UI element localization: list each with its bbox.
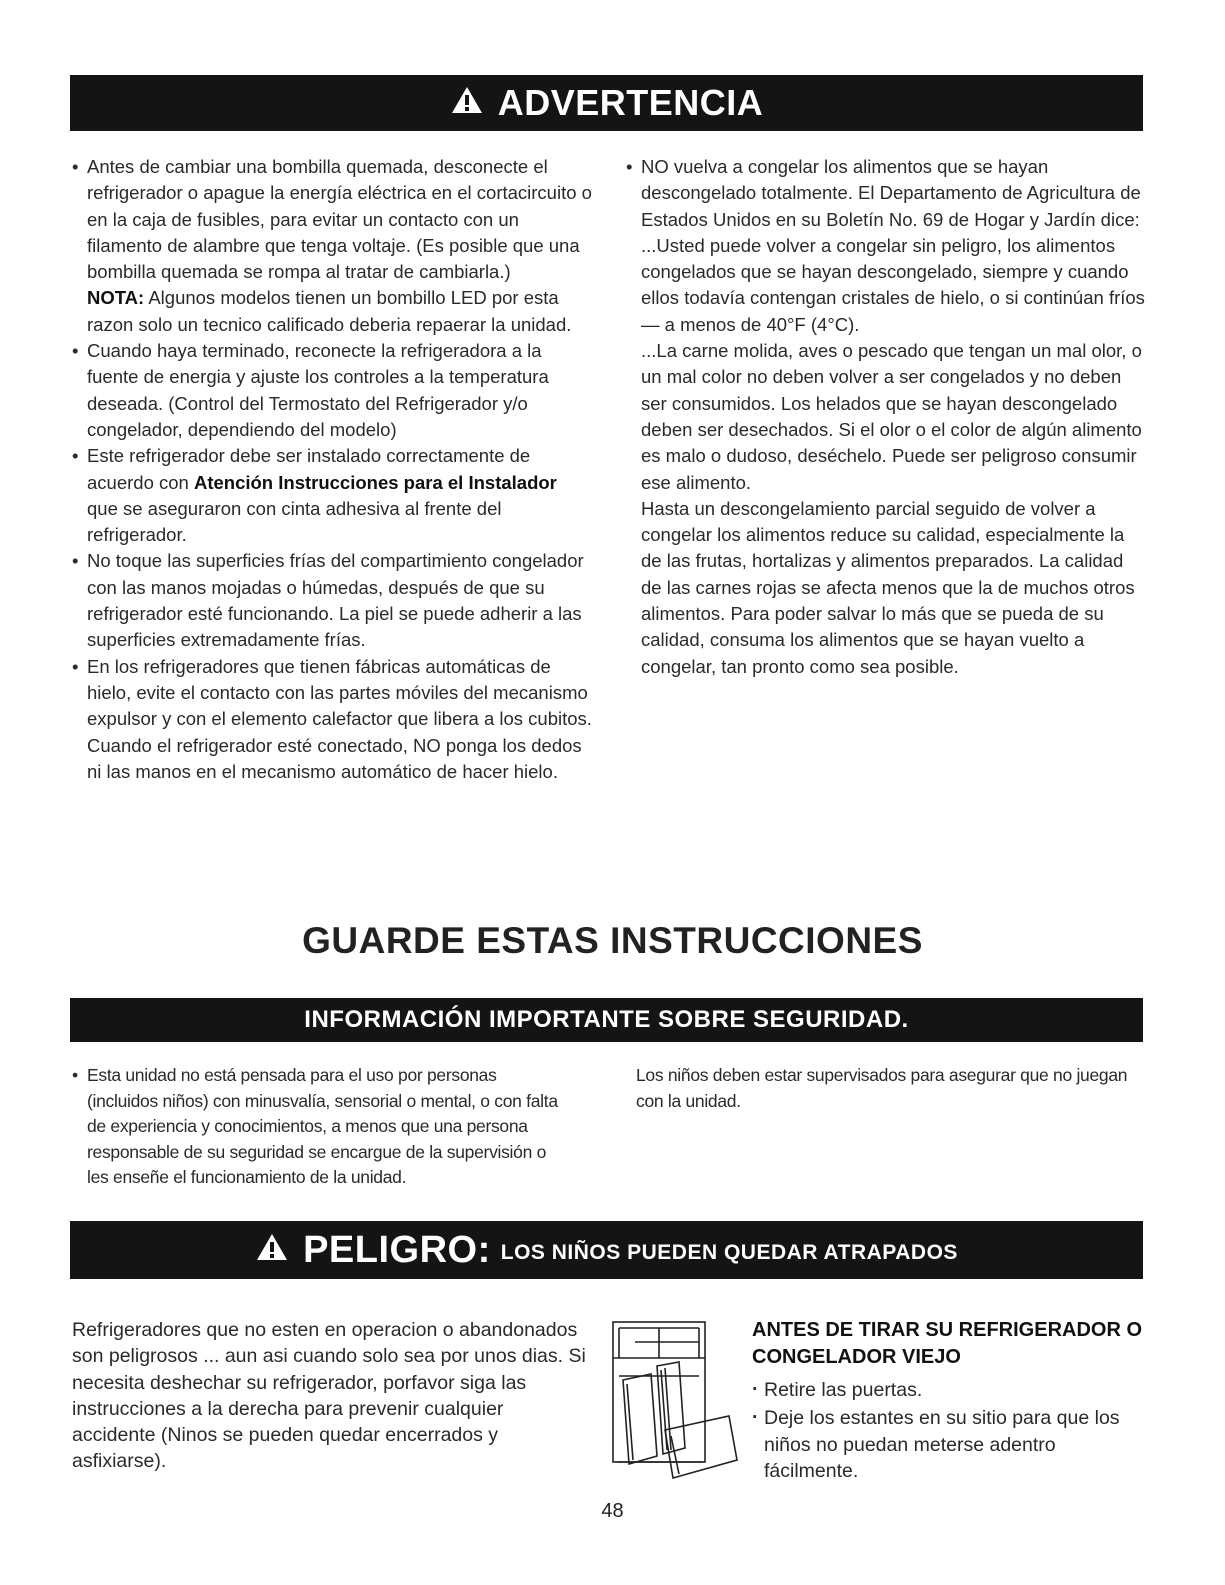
list-item: • Esta unidad no está pensada para el uso por personas (incluidos niños) con minusvalía, sensorial o mental, o con falta de experiencia y conocimientos, a menos que una persona responsable de su seguridad se encargue de la supervisión o les enseñe el funcionamiento de la unidad. [72, 1063, 572, 1191]
list-item: • Antes de cambiar una bombilla quemada, desconecte el refrigerador o apague la energía eléctrica en el cortacircuito o en la caja de fusibles, para evitar un contacto con un filamento de alambre que tenga voltaje. (Es posible que una bombilla quemada se rompa al tratar de cambiarla.) [72, 154, 592, 285]
info-right-column [636, 1063, 1136, 1114]
refrigerator-doors-removed-illustration [605, 1318, 745, 1488]
advertencia-banner [70, 75, 1143, 131]
info-right-text: Los niños deben estar supervisados para asegurar que no juegan con la unidad. [636, 1065, 1128, 1111]
list-item: · Retire las puertas. [752, 1377, 1152, 1403]
advertencia-right-column [626, 154, 1146, 680]
peligro-banner [70, 1221, 1143, 1279]
list-item: • No toque las superficies frías del compartimiento congelador con las manos mojadas o húmedas, después de que su refrigerador esté funcionando. La piel se puede adherir a las superficies extremadamente frías. [72, 548, 592, 653]
info-banner [70, 998, 1143, 1042]
b3-post: que se aseguraron con cinta adhesiva al frente del refrigerador. [87, 497, 502, 546]
save-instructions-heading: GUARDE ESTAS INSTRUCCIONES [302, 920, 923, 961]
warning-triangle-icon [255, 1229, 289, 1272]
peligro-title: PELIGRO: [303, 1228, 491, 1271]
list-item [72, 443, 592, 548]
nota-paragraph [72, 285, 592, 338]
list-item: • NO vuelva a congelar los alimentos que se hayan descongelado totalmente. El Departamento de Agricultura de Estados Unidos en su Boletín No. 69 de Hogar y Jardín dice: [626, 154, 1146, 233]
quote-paragraph: ...Usted puede volver a congelar sin peligro, los alimentos congelados que se hayan descongelado, siempre y cuando ellos todavía contengan cristales de hielo, o si continúan fríos — a menos de 40°F (4°C). [641, 234, 1145, 335]
list-item: • En los refrigeradores que tienen fábricas automáticas de hielo, evite el contacto con las partes móviles del mecanismo expulsor y con el elemento calefactor que libera a los cubitos. Cuando el refrigerador esté conectado, NO ponga los dedos ni las manos en el mecanismo automático de hacer hielo. [72, 654, 592, 785]
list-item: • Cuando haya terminado, reconecte la refrigeradora a la fuente de energia y ajuste los controles a la temperatura deseada. (Control del Termostato del Refrigerador y/o congelador, dependiendo del modelo) [72, 338, 592, 443]
b3-pre: Este refrigerador debe ser instalado correctamente de acuerdo con [87, 445, 531, 493]
list-item: · Deje los estantes en su sitio para que los niños no puedan meterse adentro fácilmente. [752, 1405, 1152, 1484]
peligro-right-column [752, 1317, 1152, 1486]
nota-label: NOTA: [87, 287, 145, 309]
page-number: 48 [601, 1500, 624, 1522]
advertencia-left-column [72, 154, 592, 785]
info-left-column [72, 1063, 572, 1191]
quote-paragraph: ...La carne molida, aves o pescado que tengan un mal olor, o un mal color no deben volver a ser congelados y no deben ser consumidos. Los helados que se hayan descongelado deben ser desechados. Si el olor o el color de algún alimento es malo o dudoso, deséchelo. Puede ser peligroso consumir ese alimento. [641, 340, 1142, 493]
advertencia-title: ADVERTENCIA [497, 82, 764, 123]
disposal-heading: ANTES DE TIRAR SU REFRIGERADOR O CONGELADOR VIEJO [752, 1319, 1143, 1368]
warning-triangle-icon [450, 82, 484, 124]
quote-paragraph: Hasta un descongelamiento parcial seguido de volver a congelar los alimentos reduce su calidad, especialmente la de las frutas, hortalizas y alimentos preparados. La calidad de las carnes rojas se afecta menos que la de muchos otros alimentos. Para poder salvar lo más que se pueda de su calidad, consuma los alimentos que se hayan vuelto a congelar, tan pronto como sea posible. [641, 497, 1135, 677]
peligro-subtitle: LOS NIÑOS PUEDEN QUEDAR ATRAPADOS [500, 1241, 958, 1264]
peligro-left-text: Refrigeradores que no esten en operacion o abandonados son peligrosos ... aun asi cuando solo sea por unos dias. Si necesita deshechar su refrigerador, porfavor siga las instrucciones a la derecha para prevenir cualquier accidente (Ninos se pueden quedar encerrados y asfixiarse). [72, 1319, 586, 1473]
b3-bold: Atención Instrucciones para el Instalador [193, 471, 557, 493]
peligro-left-column [72, 1317, 592, 1475]
info-title: INFORMACIÓN IMPORTANTE SOBRE SEGURIDAD. [304, 1006, 909, 1033]
nota-text: Algunos modelos tienen un bombillo LED por esta razon solo un tecnico calificado deberia repaerar la unidad. [87, 287, 572, 335]
